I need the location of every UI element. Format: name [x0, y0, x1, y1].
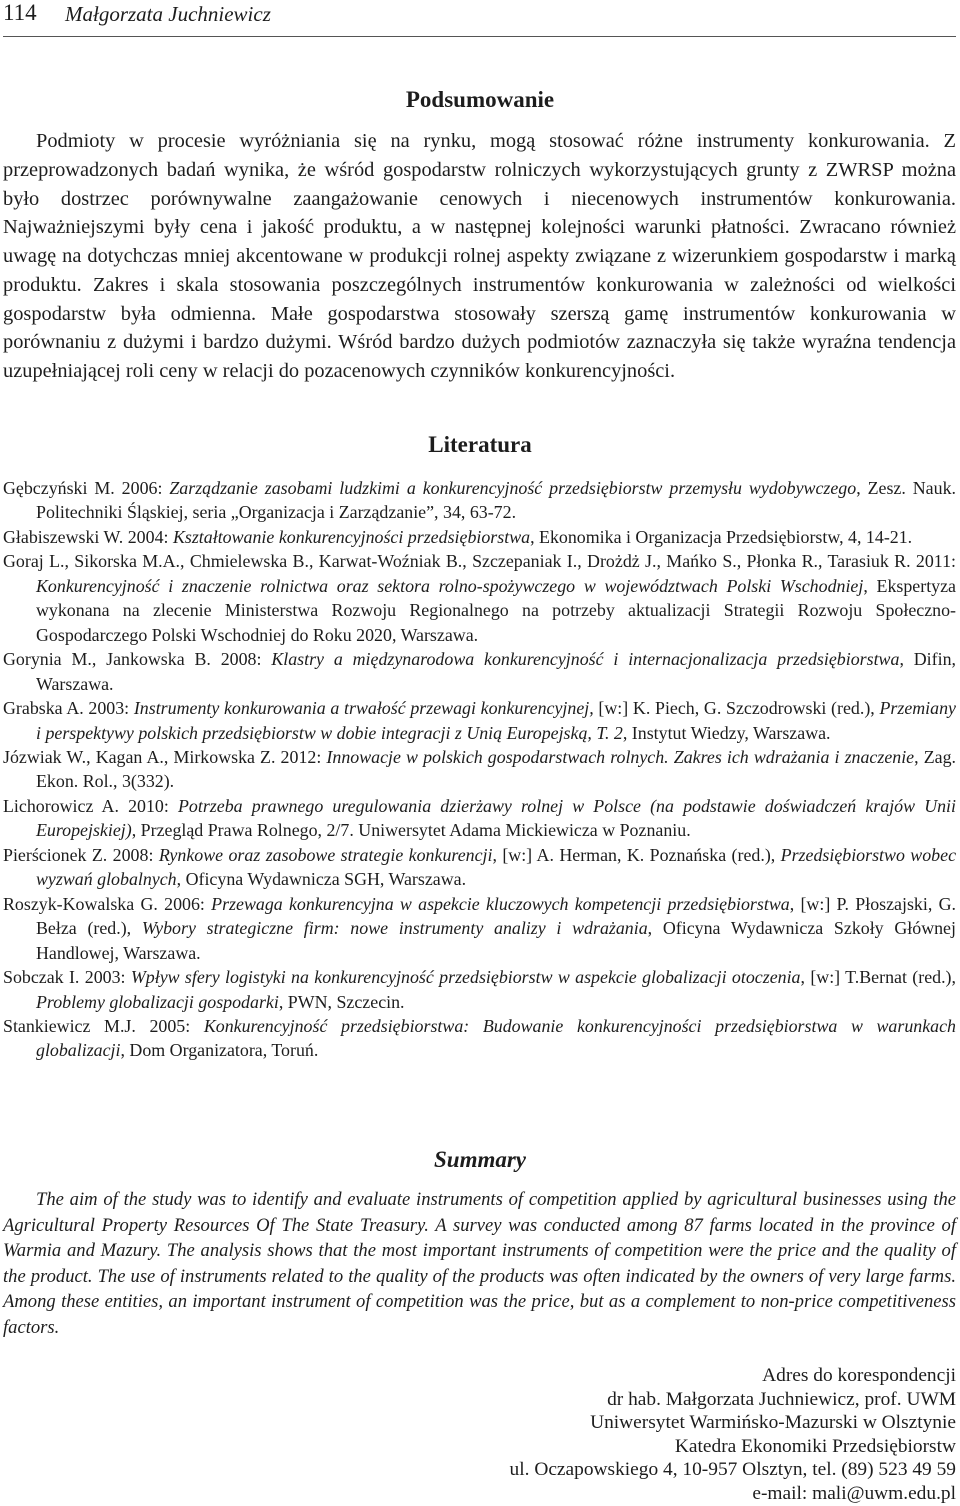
conclusion-text: Podmioty w procesie wyróżniania się na rynku, mogą stosować różne instrumenty konkurowania. Z przeprowadzonych badań wynika, że wśród gospodarstw rolniczych wykorzystujących grunty z ZWRSP można było dostrzec porównywalne zaangażowanie cenowych i niecenowych instrumentów konkurowania. Najważniejszymi były cena i jakość produktu, a w następnej kolejności warunki płatności. Zwracano również uwagę na dotychczas mniej akcentowane w produkcji rolnej aspekty związane z wizerunkiem gospodarstw i marką produktu. Zakres i skala stosowania poszczególnych instrumentów konkurowania w zależności od wielkości gospodarstw była odmienna. Małe gospodarstwa stosowały szerszą gamę instrumentów konkurowania w porównaniu z dużymi i bardzo dużymi. Wśród bardzo dużych podmiotów zaznaczyła się także wyraźna tendencja uzupełniającej roli ceny w relacji do pozacenowych czynników konkurencyjności. — [3, 130, 956, 382]
reference-text: Goraj L., Sikorska M.A., Chmielewska B., Karwat-Woźniak B., Szczepaniak I., Drożdż J., Mańko S., Płonka R., Tarasiuk R. 2011: — [3, 551, 956, 572]
reference-text: Gorynia M., Jankowska B. 2008: — [3, 649, 272, 670]
address-name: dr hab. Małgorzata Juchniewicz, prof. UWM — [607, 1388, 956, 1410]
reference-item — [3, 549, 956, 647]
reference-item — [3, 892, 956, 965]
reference-item — [3, 525, 956, 549]
reference-text: , PWN, Szczecin. — [278, 991, 405, 1012]
reference-title: Problemy globalizacji gospodarki — [36, 991, 279, 1012]
conclusion-paragraph — [3, 127, 956, 386]
reference-text: , [w:] P. Płoszajski, G. Bełza (red.), — [36, 893, 956, 939]
reference-text: Roszyk-Kowalska G. 2006: — [3, 893, 212, 914]
reference-item — [3, 1014, 956, 1063]
reference-text: Sobczak I. 2003: — [3, 967, 131, 988]
reference-text: , Ekspertyza wykonana na zlecenie Ministerstwa Rozwoju Regionalnego na potrzeby aktualizacji Strategii Rozwoju Społeczno-Gospodarczego Polski Wschodniej do Roku 2020, Warszawa. — [36, 575, 956, 645]
reference-title: Rynkowe oraz zasobowe strategie konkurencji — [158, 844, 493, 865]
reference-item — [3, 745, 956, 794]
reference-text: , [w:] T.Bernat (red.), — [800, 967, 956, 988]
reference-text: Głabiszewski W. 2004: — [3, 526, 173, 547]
address-university: Uniwersytet Warmińsko-Mazurski w Olsztynie — [590, 1412, 956, 1433]
address-email: e-mail: mali@uwm.edu.pl — [752, 1482, 956, 1504]
reference-item — [3, 476, 956, 525]
running-author: Małgorzata Juchniewicz — [65, 2, 271, 26]
reference-title: Potrzeba prawnego uregulowania dzierżawy rolnej w Polsce (na podstawie doświadczeń krajów Unii Europejskiej) — [36, 795, 956, 841]
reference-title: Przemiany i perspektywy polskich przedsiębiorstw w dobie integracji z Unią Europejską, T. 2 — [36, 698, 956, 743]
reference-item — [3, 696, 956, 745]
reference-text: , Ekonomika i Organizacja Przedsiębiorstw, 4, 14-21. — [530, 526, 913, 547]
reference-item — [3, 843, 956, 892]
reference-text: , Instytut Wiedzy, Warszawa. — [622, 722, 831, 743]
address-street: ul. Oczapowskiego 4, 10-957 Olsztyn, tel. (89) 523 49 59 — [509, 1459, 956, 1480]
section-heading-summary: Summary — [433, 1147, 527, 1172]
reference-title: Konkurencyjność i znaczenie rolnictwa oraz sektora rolno-spożywczego w województwach Polski Wschodniej — [36, 575, 864, 596]
reference-item — [3, 794, 956, 843]
reference-title: Instrumenty konkurowania a trwałość przewagi konkurencyjnej, — [133, 698, 594, 719]
reference-text: [w:] K. Piech, G. Szczodrowski (red.), — [593, 698, 880, 719]
address-department: Katedra Ekonomiki Przedsiębiorstw — [674, 1435, 956, 1457]
reference-item — [3, 647, 956, 696]
section-heading-podsumowanie: Podsumowanie — [405, 87, 555, 112]
reference-title: Wybory strategiczne firm: nowe instrumenty analizy i wdrażania — [141, 918, 648, 939]
reference-text: Gębczyński M. 2006: — [3, 478, 170, 498]
reference-text: , Oficyna Wydawnicza Szkoły Głównej Handlowej, Warszawa. — [36, 918, 956, 963]
english-summary-text: The aim of the study was to identify and evaluate instruments of competition applied by agricultural businesses using the Agricultural Property Resources Of The State Treasury. A survey was conducted among 87 farms located in the province of Warmia and Mazury. The analysis shows that the most important instruments of competition were the price and the quality of the product. The use of instruments related to the quality of the products was often indicated by the owners of very large farms. Among these entities, an important instrument of competition was the price, but as a complement to non-price competitiveness factors. — [3, 1189, 956, 1338]
reference-text: Pierścionek Z. 2008: — [3, 844, 159, 865]
reference-text: , Dom Organizatora, Toruń. — [120, 1040, 319, 1061]
address-label: Adres do korespondencji — [762, 1365, 956, 1386]
reference-text: , Difin, Warszawa. — [36, 649, 956, 694]
reference-title: Klastry a międzynarodowa konkurencyjność i internacjonalizacja przedsiębiorstwa — [271, 649, 900, 670]
reference-text: Stankiewicz M.J. 2005: — [3, 1015, 204, 1036]
reference-title: Konkurencyjność przedsiębiorstwa: Budowanie konkurencyjności przedsiębiorstwa w warunkach globalizacji — [36, 1015, 956, 1061]
reference-list — [3, 476, 956, 1063]
reference-text: , Zesz. Nauk. Politechniki Śląskiej, seria „Organizacja i Zarządzanie”, 34, 63-72. — [36, 478, 956, 523]
reference-title: Wpływ sfery logistyki na konkurencyjność przedsiębiorstw w aspekcie globalizacji otoczenia — [130, 967, 801, 988]
correspondence-address — [256, 1364, 956, 1505]
english-summary — [3, 1187, 956, 1341]
reference-text: , Zag. Ekon. Rol., 3(332). — [36, 746, 957, 792]
reference-title: Przedsiębiorstwo wobec wyzwań globalnych — [36, 844, 957, 890]
reference-text: Grabska A. 2003: — [3, 698, 134, 719]
reference-item — [3, 965, 956, 1014]
reference-title: Kształtowanie konkurencyjności przedsiębiorstwa — [172, 526, 531, 547]
reference-text: , Oficyna Wydawnicza SGH, Warszawa. — [176, 869, 467, 890]
reference-text: Lichorowicz A. 2010: — [3, 795, 178, 816]
reference-title: Zarządzanie zasobami ludzkimi a konkurencyjność przedsiębiorstw przemysłu wydobywczego — [169, 478, 857, 498]
section-heading-literatura: Literatura — [428, 432, 532, 457]
reference-title: Przewaga konkurencyjna w aspekcie kluczowych kompetencji przedsiębiorstwa — [211, 893, 790, 914]
reference-text: Józwiak W., Kagan A., Mirkowska Z. 2012: — [3, 746, 327, 767]
reference-title: Innowacje w polskich gospodarstwach rolnych. Zakres ich wdrażania i znaczenie — [326, 746, 915, 767]
running-header — [3, 0, 956, 37]
reference-text: , [w:] A. Herman, K. Poznańska (red.), — [492, 844, 781, 865]
page-number: 114 — [3, 0, 37, 25]
reference-text: , Przegląd Prawa Rolnego, 2/7. Uniwersytet Adama Mickiewicza w Poznaniu. — [131, 820, 691, 841]
